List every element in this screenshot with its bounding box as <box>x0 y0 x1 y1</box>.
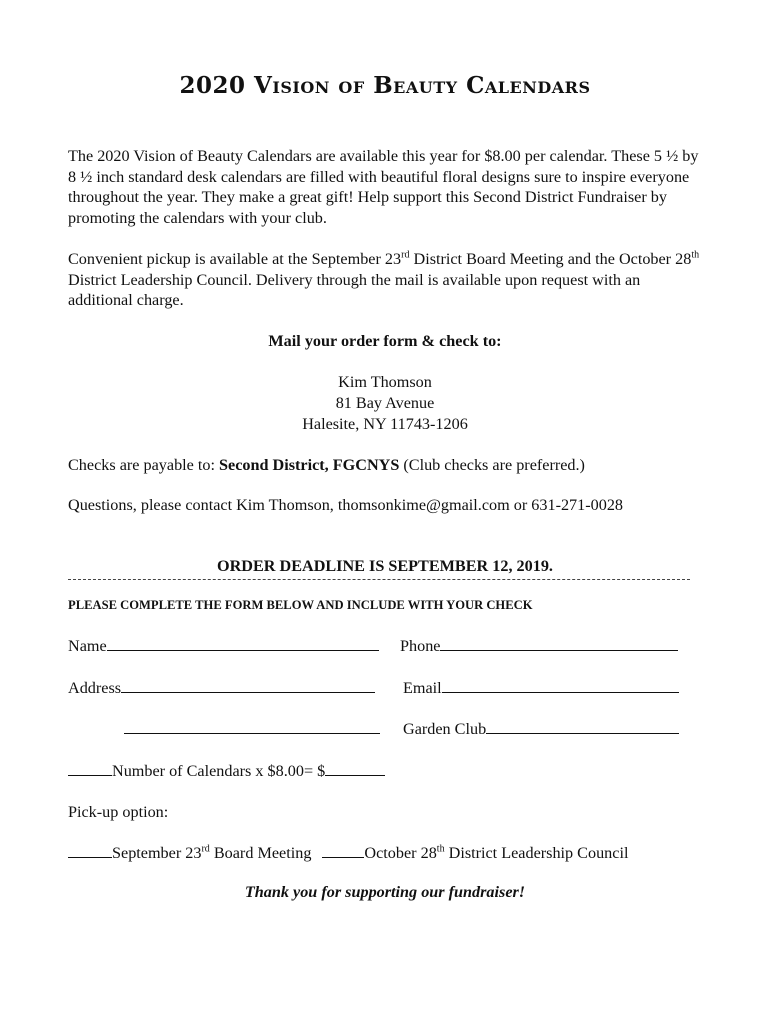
pickup-text-a: Convenient pickup is available at the September 23 <box>68 250 402 268</box>
checks-prefix: Checks are payable to: <box>68 456 220 474</box>
email-label: Email <box>403 679 442 697</box>
name-label: Name <box>68 637 107 655</box>
name-row <box>68 636 379 656</box>
form-instruction: PLEASE COMPLETE THE FORM BELOW AND INCLUDE WITH YOUR CHECK <box>68 598 533 612</box>
calendar-total-field[interactable] <box>325 761 385 776</box>
address-row <box>68 678 375 698</box>
ordinal-th: th <box>691 249 700 261</box>
pickup-option-label: Pick-up option: <box>68 803 169 821</box>
address-line2-field[interactable] <box>124 719 380 734</box>
cut-line-divider <box>68 579 690 580</box>
checks-payable <box>68 455 585 475</box>
pickup-paragraph <box>68 249 708 311</box>
option-leadership-council-b: District Leadership Council <box>444 844 629 862</box>
phone-field[interactable] <box>440 636 678 651</box>
phone-label: Phone <box>400 637 441 655</box>
garden-club-field[interactable] <box>486 719 679 734</box>
pickup-text-c: District Leadership Council. Delivery through the mail is available upon request with an additional charge. <box>68 270 641 309</box>
email-row <box>403 678 679 698</box>
calendar-count-field[interactable] <box>68 761 112 776</box>
option-board-meeting-a: September 23 <box>112 844 202 862</box>
option-leadership-council-a: October 28 <box>364 844 437 862</box>
pickup-text-b: District Board Meeting and the October 28 <box>409 250 692 268</box>
mail-heading: Mail your order form & check to: <box>268 332 502 350</box>
option-board-meeting-field[interactable] <box>68 843 112 858</box>
address-line2-row <box>124 719 380 739</box>
calendars-row <box>68 761 385 781</box>
email-field[interactable] <box>442 678 679 693</box>
order-deadline: ORDER DEADLINE IS SEPTEMBER 12, 2019. <box>217 557 553 575</box>
option-board-meeting-ordinal: rd <box>201 843 210 855</box>
page-title: 2020 Vision of Beauty Calendars <box>179 72 591 99</box>
garden-club-row <box>403 719 679 739</box>
address-label: Address <box>68 679 122 697</box>
checks-payee: Second District, FGCNYS <box>219 456 400 474</box>
ordinal-rd: rd <box>401 249 410 261</box>
garden-club-label: Garden Club <box>403 720 487 738</box>
calendars-label: Number of Calendars x $8.00= $ <box>112 762 326 780</box>
option-leadership-council-ordinal: th <box>436 843 445 855</box>
intro-paragraph: The 2020 Vision of Beauty Calendars are available this year for $8.00 per calendar. These 5 ½ by 8 ½ inch standard desk calendars are filled with beautiful floral designs sure to inspire everyone throughout the year. They make a great gift! Help support this Second District Fundraiser by promoting the calendars with your club. <box>68 147 699 227</box>
mail-street: 81 Bay Avenue <box>335 394 435 412</box>
option-board-meeting-b: Board Meeting <box>209 844 312 862</box>
mail-recipient: Kim Thomson <box>338 373 432 391</box>
option-leadership-council-field[interactable] <box>322 843 364 858</box>
thank-you-message: Thank you for supporting our fundraiser! <box>244 883 526 901</box>
name-field[interactable] <box>107 636 379 651</box>
phone-row <box>400 636 678 656</box>
pickup-options-row <box>68 843 628 863</box>
address-field[interactable] <box>121 678 375 693</box>
questions-contact: Questions, please contact Kim Thomson, thomsonkime@gmail.com or 631-271-0028 <box>68 496 624 514</box>
checks-suffix: (Club checks are preferred.) <box>399 456 585 474</box>
mail-city: Halesite, NY 11743-1206 <box>302 415 468 433</box>
